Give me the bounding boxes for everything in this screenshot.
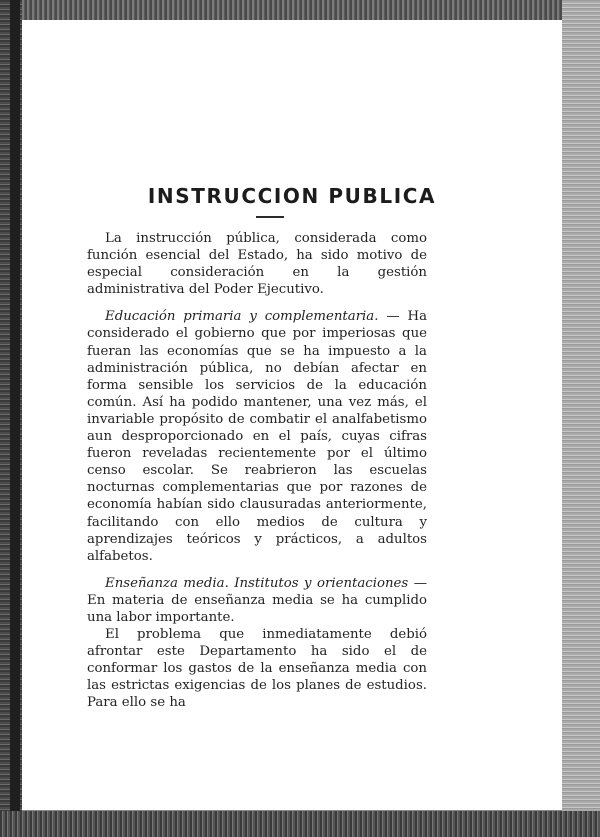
paragraph-text: La instrucción pública, considerada como función esencial del Estado, ha sido motivo de especial consideración en la gestión administrativa del Poder Ejecutivo.: [87, 231, 427, 298]
paragraph-secondary-education: [87, 575, 427, 626]
body-text: [87, 230, 427, 722]
scan-left-edge: [0, 0, 22, 837]
paragraph-text: En materia de enseñanza media se ha cumplido una labor importante.: [87, 592, 427, 625]
paragraph-intro: [87, 230, 427, 298]
paragraph-text: El problema que inmediatamente debió afrontar este Departamento ha sido el de conformar los gastos de la enseñanza media con las estrictas exigencias de los planes de estudios. Para ello se ha: [87, 627, 427, 711]
paragraph-primary-education: [87, 308, 427, 564]
paragraph-budget-problem: [87, 626, 427, 711]
scan-right-edge: [562, 0, 600, 837]
paragraph-text: Ha considerado el gobierno que por imperiosas que fueran las economías que se ha impuesto a la administración pública, no debían afectar en forma sensible los servicios de la educación común. Así ha podido mantener, una vez más, el invariable propósito de combatir el analfabetismo aun desproporcionado en el país, cuyas cifras fueron reveladas recientemente por el último censo escolar. Se reabrieron las escuelas nocturnas complementarias que por razones de economía habían sido clausuradas anteriormente, facilitando con ello medios de cultura y aprendizajes teóricos y prácticos, a adultos alfabetos.: [87, 309, 428, 564]
scan-top-edge: [0, 0, 600, 20]
title-rule: [256, 216, 284, 218]
section-heading-secondary: Enseñanza media. Institutos y orientaciones —: [105, 575, 427, 591]
page-title: INSTRUCCION PUBLICA: [147, 184, 437, 208]
scan-bottom-edge: [0, 811, 600, 837]
document-page: [22, 20, 562, 810]
section-heading-primary: Educación primaria y complementaria. —: [105, 309, 400, 325]
